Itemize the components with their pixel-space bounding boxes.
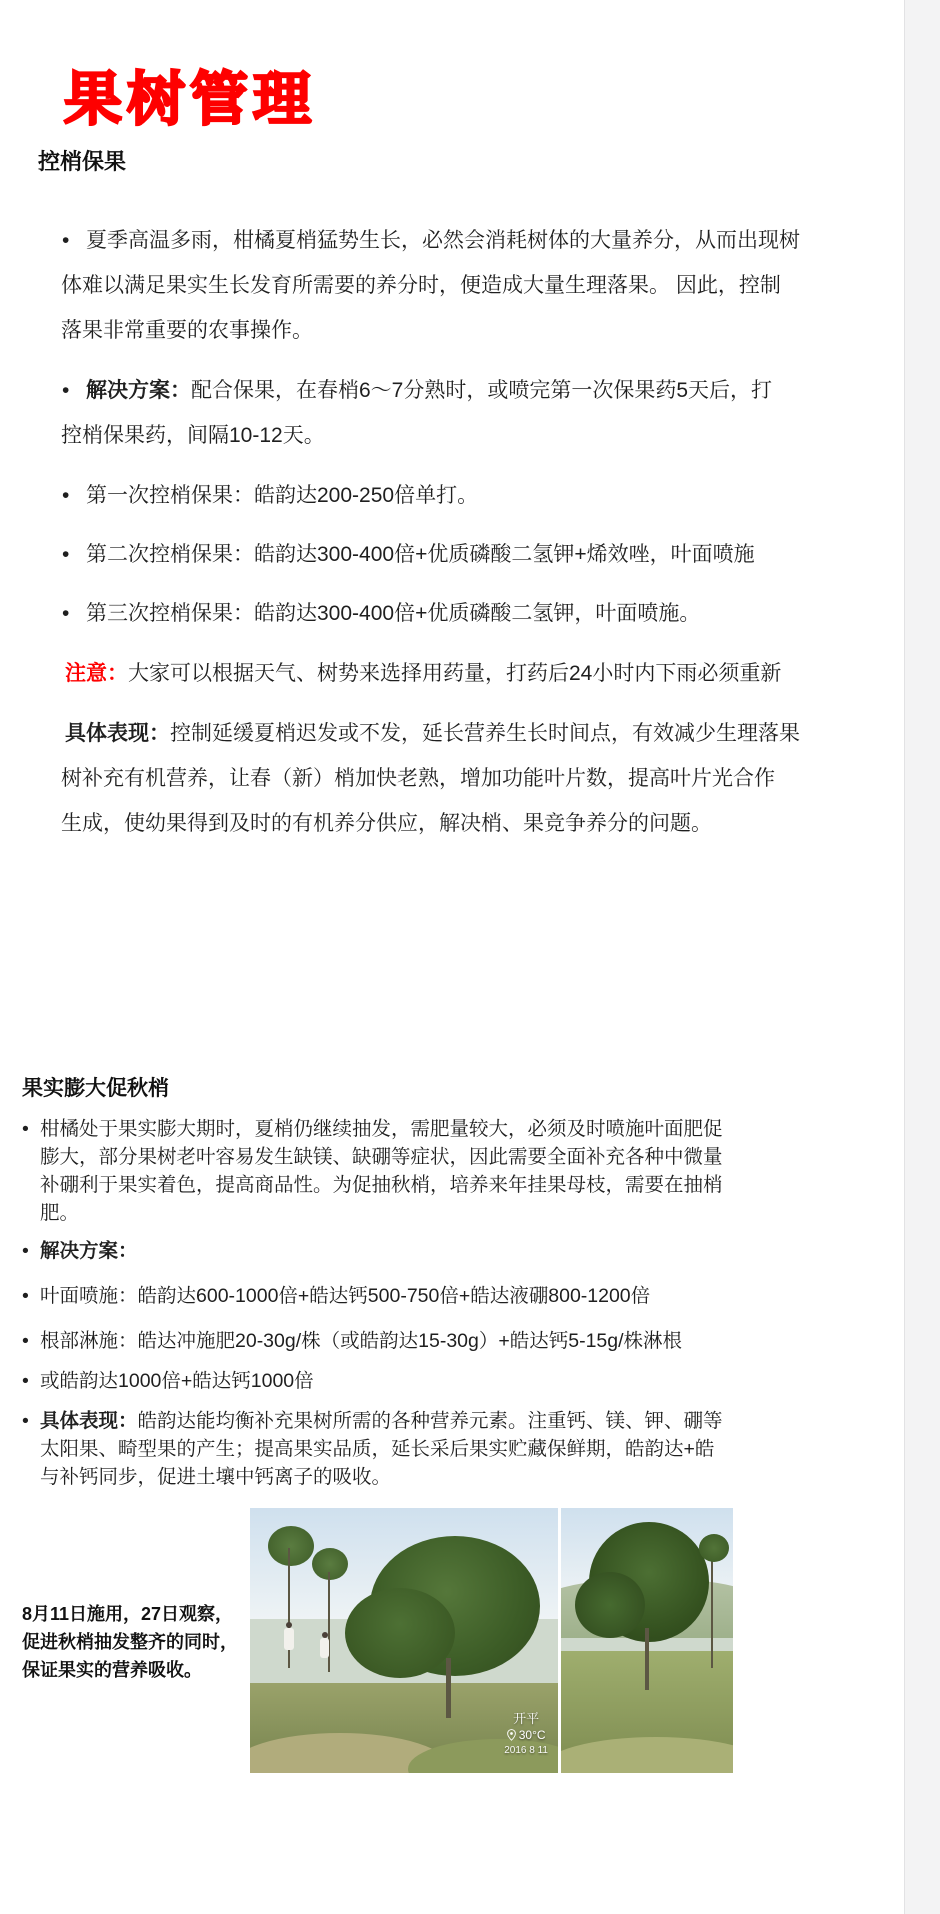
orchard-photo-right: [561, 1508, 733, 1773]
bullet-marker: •: [62, 542, 70, 566]
farmer-figure: [320, 1638, 329, 1658]
paragraph-line: [0, 1171, 904, 1199]
bullet-marker: •: [22, 1409, 29, 1432]
solution-line: [0, 1237, 904, 1265]
note-text: 大家可以根据天气、树势来选择用药量，打药后24小时内下雨必须重新: [128, 661, 782, 685]
paragraph-text: 夏季高温多雨，柑橘夏梢猛势生长，必然会消耗树体的大量养分，从而出现树: [86, 228, 800, 252]
paragraph-text: 与补钙同步，促进土壤中钙离子的吸收。: [40, 1465, 392, 1488]
tree-canopy: [345, 1588, 455, 1678]
paragraph-text: 第一次控梢保果：皓韵达200-250倍单打。: [86, 483, 479, 507]
page-right-gutter: [904, 0, 940, 1914]
bullet-marker: •: [22, 1239, 29, 1262]
farmer-figure: [284, 1628, 294, 1650]
location-pin-icon: [507, 1729, 516, 1741]
paragraph-line: [0, 1199, 904, 1227]
paragraph-text: 第二次控梢保果：皓韵达300-400倍+优质磷酸二氢钾+烯效唑，叶面喷施: [86, 542, 755, 566]
section2-heading: 果实膨大促秋梢: [22, 1076, 169, 1100]
section1-body: [0, 218, 904, 846]
performance-line: [0, 801, 904, 846]
paragraph-line: [0, 263, 904, 308]
sapling-canopy: [699, 1534, 729, 1562]
performance-label: 具体表现：: [65, 721, 170, 745]
bullet-marker: •: [62, 483, 70, 507]
bullet-marker: •: [22, 1284, 29, 1307]
watermark-location: 开平: [513, 1710, 540, 1726]
paragraph-text: 柑橘处于果实膨大期时，夏梢仍继续抽发，需肥量较大，必须及时喷施叶面肥促: [40, 1117, 723, 1140]
photo-caption: [22, 1600, 257, 1684]
watermark-temperature: [504, 1727, 548, 1743]
paragraph-text: 皓韵达能均衡补充果树所需的各种营养元素。注重钙、镁、钾、硼等: [137, 1409, 723, 1432]
paragraph-line: [0, 1143, 904, 1171]
paragraph-text: 体难以满足果实生长发育所需要的养分时，便造成大量生理落果。 因此，控制: [61, 273, 781, 297]
paragraph-line: [0, 1115, 904, 1143]
caption-line: 8月11日施用，27日观察，: [22, 1604, 234, 1624]
sapling-stem: [288, 1548, 290, 1668]
solution-line: [0, 368, 904, 413]
bullet-marker: •: [62, 378, 70, 402]
sapling-stem: [711, 1548, 713, 1668]
performance-label: 具体表现：: [40, 1409, 138, 1432]
bullet-marker: •: [22, 1369, 29, 1392]
tree-trunk: [446, 1658, 451, 1718]
paragraph-text: 肥。: [40, 1201, 80, 1224]
paragraph-text: 生成，使幼果得到及时的有机养分供应，解决梢、果竞争养分的问题。: [61, 811, 712, 835]
paragraph-text: 第三次控梢保果：皓韵达300-400倍+优质磷酸二氢钾，叶面喷施。: [86, 601, 701, 625]
section1-heading: 控梢保果: [38, 148, 127, 174]
tree-canopy: [575, 1572, 645, 1638]
bullet-marker: •: [62, 228, 70, 252]
paragraph-line: [0, 308, 904, 353]
paragraph-text: 落果非常重要的农事操作。: [61, 318, 313, 342]
paragraph-text: 或皓韵达1000倍+皓达钙1000倍: [40, 1369, 314, 1392]
paragraph-text: 叶面喷施：皓韵达600-1000倍+皓达钙500-750倍+皓达液硼800-1200倍: [40, 1284, 651, 1307]
step2-line: [0, 532, 904, 577]
watermark-temp-value: 30°C: [518, 1728, 546, 1743]
paragraph-text: 树补充有机营养，让春（新）梢加快老熟，增加功能叶片数，提高叶片光合作: [61, 766, 775, 790]
bullet-marker: •: [22, 1329, 29, 1352]
note-label: 注意：: [65, 661, 128, 685]
note-line: [0, 651, 904, 696]
paragraph-text: 太阳果、畸型果的产生；提高果实品质，延长采后果实贮藏保鲜期，皓韵达+皓: [40, 1437, 715, 1460]
paragraph-text: 控梢保果药，间隔10-12天。: [61, 423, 325, 447]
photo-watermark: [504, 1710, 548, 1757]
sapling-canopy: [268, 1526, 314, 1566]
step1-line: [0, 473, 904, 518]
alternative-line: [0, 1367, 904, 1395]
step3-line: [0, 591, 904, 636]
solution-label: 解决方案：: [40, 1239, 138, 1262]
page-title: 果树管理: [64, 67, 317, 132]
tree-trunk: [645, 1628, 649, 1690]
watermark-date: 2016 8 11: [504, 1744, 548, 1756]
orchard-photo-left: [250, 1508, 558, 1773]
performance-line: [0, 711, 904, 756]
performance-line: [0, 756, 904, 801]
performance-line: [0, 1463, 904, 1491]
performance-line: [0, 1435, 904, 1463]
paragraph-text: 根部淋施：皓达冲施肥20-30g/株（或皓韵达15-30g）+皓达钙5-15g/株淋根: [40, 1329, 683, 1352]
section2-body: [0, 1115, 904, 1491]
bullet-marker: •: [62, 601, 70, 625]
solution-label: 解决方案：: [86, 378, 191, 402]
grass-patch: [561, 1737, 733, 1773]
bullet-marker: •: [22, 1117, 29, 1140]
paragraph-text: 膨大，部分果树老叶容易发生缺镁、缺硼等症状，因此需要全面补充各种中微量: [40, 1145, 723, 1168]
solution-line: [0, 413, 904, 458]
performance-line: [0, 1407, 904, 1435]
sapling-stem: [328, 1572, 330, 1672]
caption-line: 保证果实的营养吸收。: [22, 1660, 202, 1680]
paragraph-line: [0, 218, 904, 263]
caption-line: 促进秋梢抽发整齐的同时，: [22, 1632, 238, 1652]
paragraph-text: 控制延缓夏梢迟发或不发，延长营养生长时间点，有效减少生理落果: [170, 721, 800, 745]
paragraph-text: 补硼利于果实着色，提高商品性。为促抽秋梢，培养来年挂果母枝，需要在抽梢: [40, 1173, 723, 1196]
paragraph-text: 配合保果，在春梢6～7分熟时，或喷完第一次保果药5天后，打: [191, 378, 773, 402]
foliar-spray-line: [0, 1282, 904, 1310]
sapling-canopy: [312, 1548, 348, 1580]
root-drench-line: [0, 1327, 904, 1355]
